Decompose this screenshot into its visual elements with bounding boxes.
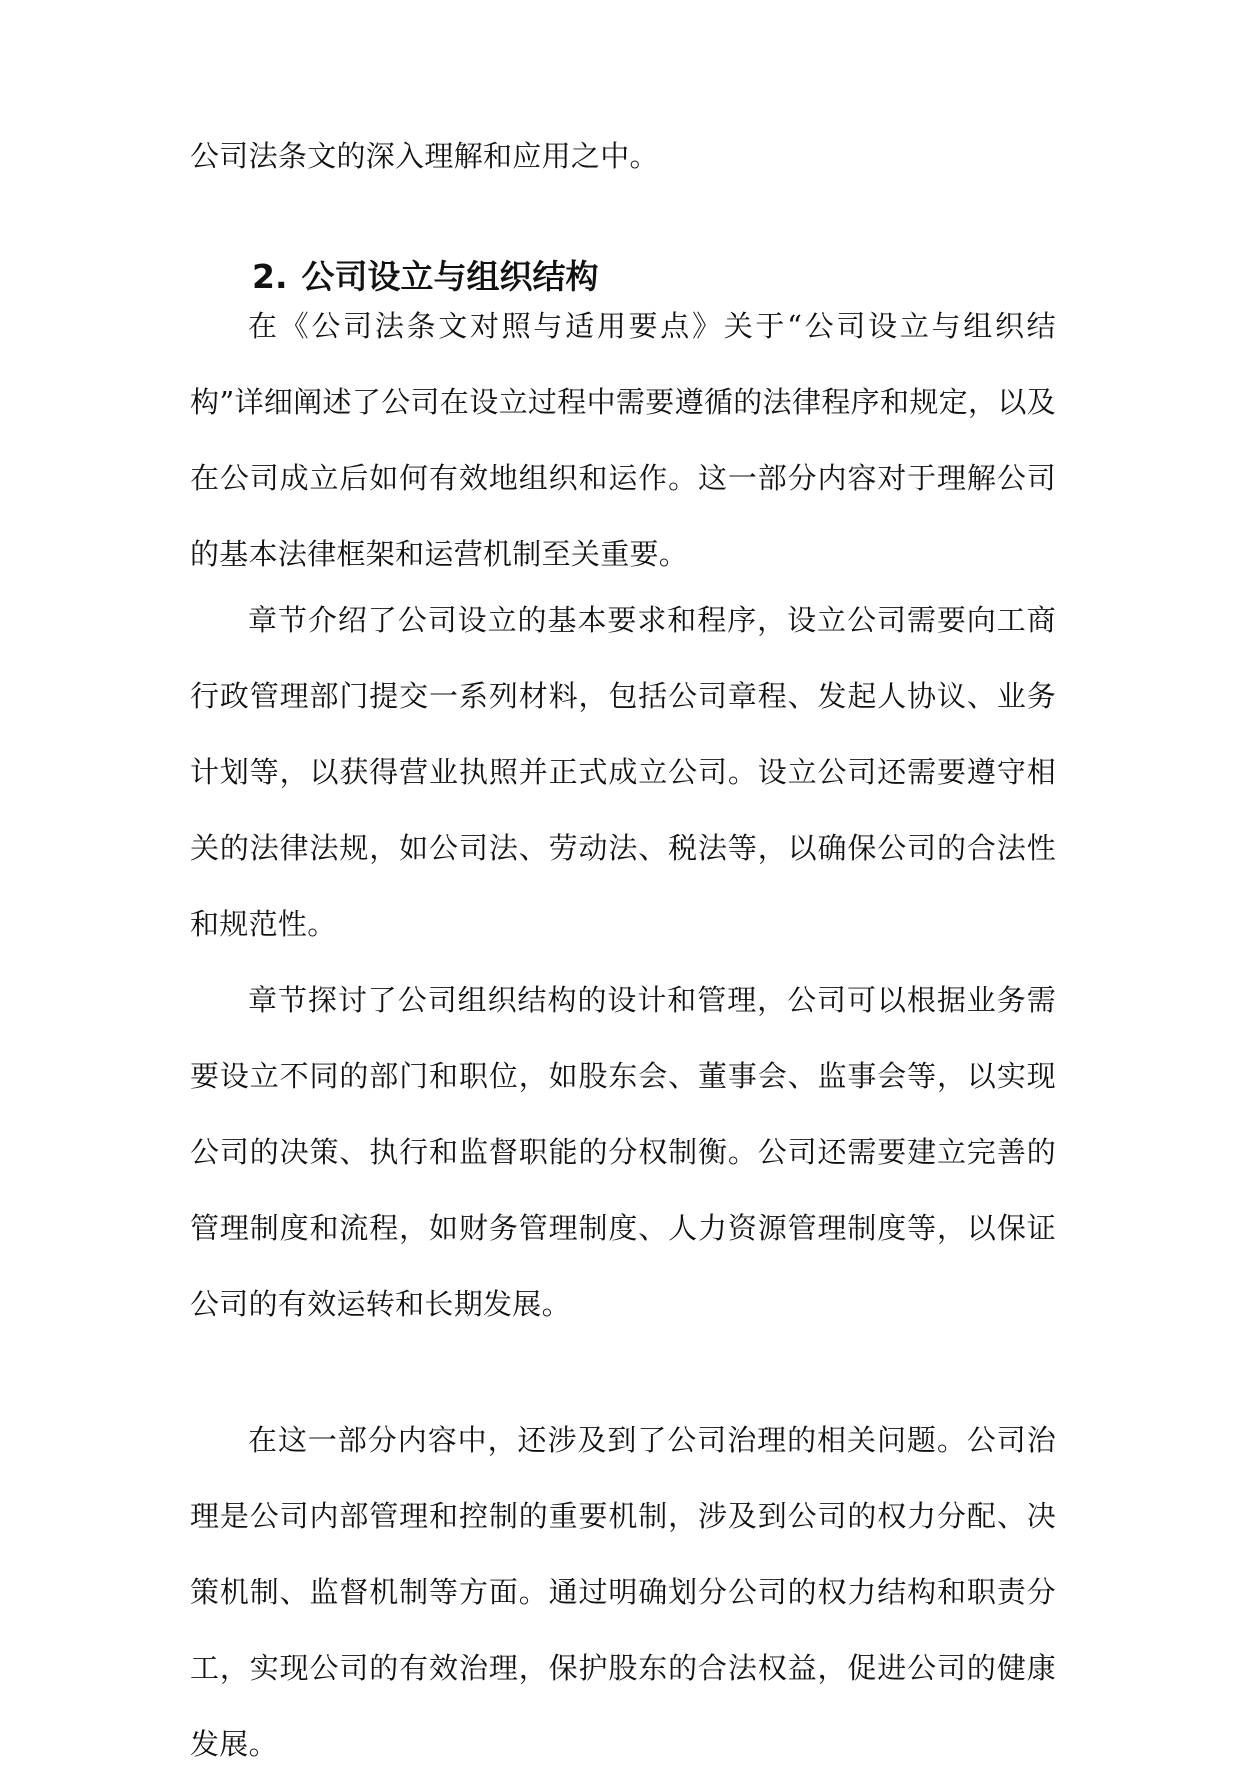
body-paragraph-1: 在《公司法条文对照与适用要点》关于“公司设立与组织结构”详细阐述了公司在设立过程中需要遵循的法律程序和规定，以及在公司成立后如何有效地组织和运作。这一部分内容对于理解公司的基本法律框架和运营机制至关重要。 — [190, 309, 1056, 571]
body-paragraph-2: 章节介绍了公司设立的基本要求和程序，设立公司需要向工商行政管理部门提交一系列材料，包括公司章程、发起人协议、业务计划等，以获得营业执照并正式成立公司。设立公司还需要遵守相关的法律法规，如公司法、劳动法、税法等，以确保公司的合法性和规范性。 — [190, 603, 1056, 941]
section-title: 公司设立与组织结构 — [301, 257, 599, 296]
body-paragraph-4: 在这一部分内容中，还涉及到了公司治理的相关问题。公司治理是公司内部管理和控制的重要机制，涉及到公司的权力分配、决策机制、监督机制等方面。通过明确划分公司的权力结构和职责分工，实现公司的有效治理，保护股东的合法权益，促进公司的健康发展。 — [190, 1423, 1056, 1761]
section-number: 2. — [252, 257, 288, 296]
body-paragraph-3: 章节探讨了公司组织结构的设计和管理，公司可以根据业务需要设立不同的部门和职位，如股东会、董事会、监事会等，以实现公司的决策、执行和监督职能的分权制衡。公司还需要建立完善的管理制度和流程，如财务管理制度、人力资源管理制度等，以保证公司的有效运转和长期发展。 — [190, 983, 1056, 1321]
continuation-paragraph: 公司法条文的深入理解和应用之中。 — [190, 139, 659, 173]
